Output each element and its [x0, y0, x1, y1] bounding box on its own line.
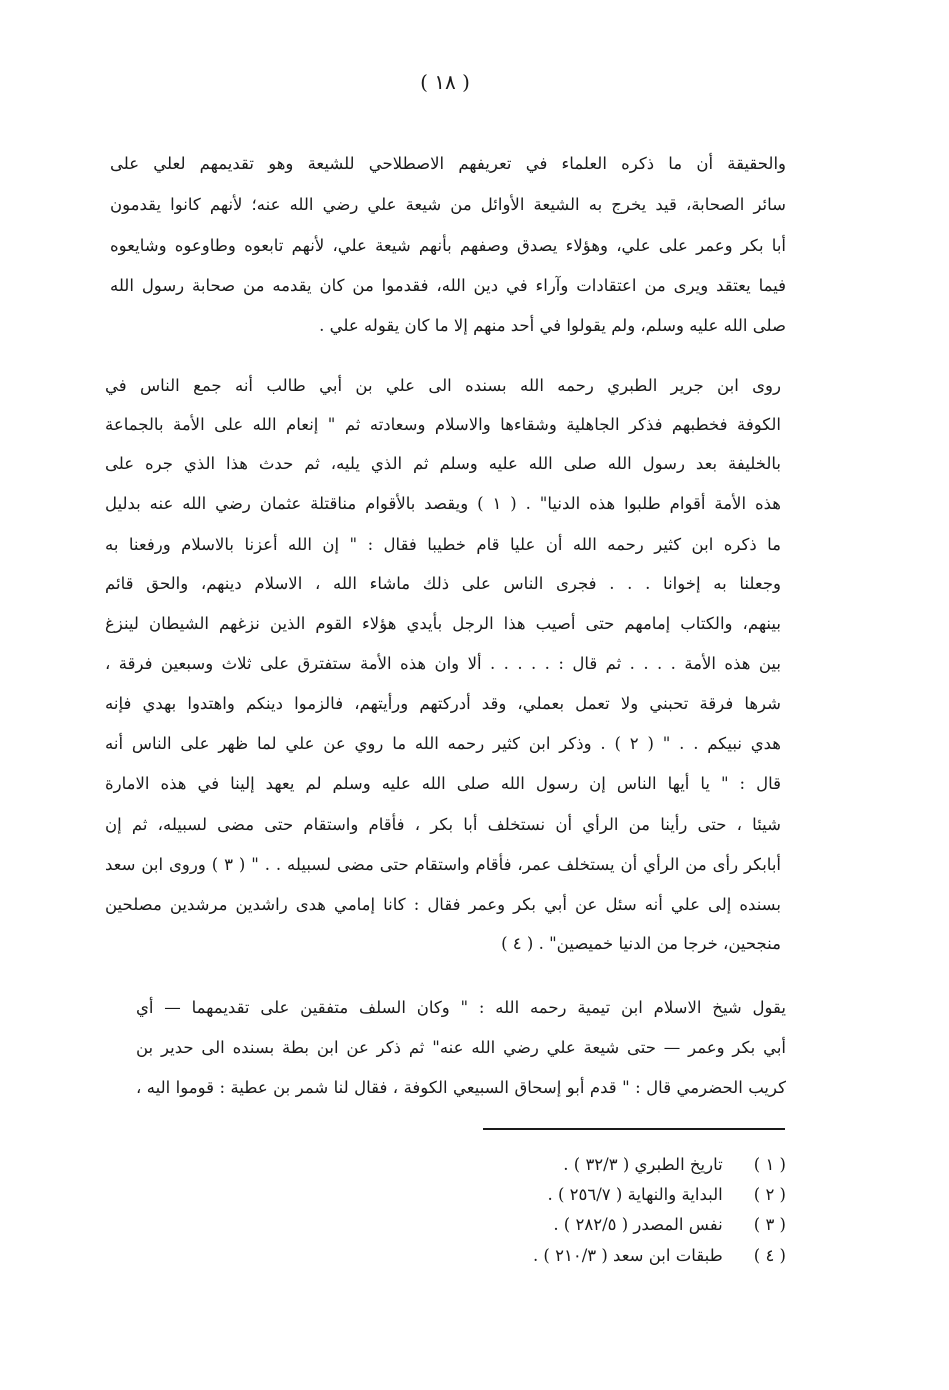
paragraph-2-line: ما ذكره ابن كثير رحمه الله أن عليا قام خطيبا فقال : " إن الله أعزنا بالاسلام ورفعنا به [105, 535, 781, 554]
footnote-number: ( ٢ ) [753, 1185, 786, 1204]
paragraph-3-line: يقول شيخ الاسلام ابن تيمية رحمه الله : " وكان السلف متفقين على تقديمهما — أي [136, 998, 786, 1017]
paragraph-1-line: سائر الصحابة، قيد يخرج به الشيعة الأوائل من شيعة علي رضي الله عنه؛ لأنهم كانوا يقدمون [110, 195, 786, 214]
paragraph-2-line: بالخليفة بعد رسول الله صلى الله عليه وسلم ثم الذي يليه، ثم حدث هذا الذي جره على [105, 454, 781, 473]
footnote-text: تاريخ الطبري ( ٣٢/٣ ) . [563, 1155, 723, 1174]
page-number: ( ١٨ ) [420, 70, 470, 94]
paragraph-1-line: والحقيقة أن ما ذكره العلماء في تعريفهم الاصطلاحي للشيعة وهو تقديمهم لعلي على [110, 154, 786, 173]
footnote-divider [483, 1128, 785, 1130]
footnote [326, 1244, 786, 1268]
footnote [326, 1183, 786, 1207]
footnote-number: ( ١ ) [753, 1155, 786, 1174]
footnote-number: ( ٤ ) [753, 1246, 786, 1265]
paragraph-2-line: بينهم، والكتاب إمامهم حتى أصيب هذا الرجل بأيدي هؤلاء القوم الذين نزغهم الشيطان لينزغ [105, 614, 781, 633]
footnote-number: ( ٣ ) [753, 1215, 786, 1234]
paragraph-2-line: بين هذه الأمة . . . . ثم قال : . . . . . ألا وان هذه الأمة ستفترق على ثلاث وسبعين فرقة ، [105, 654, 781, 673]
paragraph-3-line: أبي بكر وعمر — حتى شيعة علي رضي الله عنه" ثم ذكر عن ابن بطة بسنده الى حدير بن [136, 1038, 786, 1057]
paragraph-1-line: فيما يعتقد ويرى من اعتقادات وآراء في دين الله، فقدموا من كان يقدمه من صحابة رسول الله [110, 276, 786, 295]
paragraph-2-line: أبابكر رأى من الرأي أن يستخلف عمر، فأقام واستقام حتى مضى لسبيله . . " ( ٣ ) وروى ابن سعد [105, 855, 781, 874]
footnote-text: البداية والنهاية ( ٢٥٦/٧ ) . [547, 1185, 723, 1204]
paragraph-2-line: شيئا ، حتى رأينا من الرأي أن نستخلف أبا بكر ، فأقام واستقام حتى مضى لسبيله، ثم إن [105, 815, 781, 834]
paragraph-2-line: هذه الأمة أقوام طلبوا هذه الدنيا" . ( ١ ) ويقصد بالأقوام مناقتلة عثمان رضي الله عنه بدليل [105, 494, 781, 513]
footnote [326, 1213, 786, 1237]
paragraph-2-line: هدي نبيكم . . " ( ٢ ) . وذكر ابن كثير رحمه الله ما روي عن علي لما ظهر على الناس أنه [105, 734, 781, 753]
footnote-text: طبقات ابن سعد ( ٢١٠/٣ ) . [532, 1246, 723, 1265]
paragraph-2-line: الكوفة فخطبهم فذكر الجاهلية وشقاءها والاسلام وسعادته ثم " إنعام الله على الأمة بالجماعة [105, 415, 781, 434]
paragraph-2-line: شرها فرقة تحبني ولا تعمل بعملي، وقد أدركتهم ورأيتهم، فالزموا دينكم واهتدوا بهدي فإنه [105, 694, 781, 713]
paragraph-2-line: بسنده إلى علي أنه سئل عن أبي بكر وعمر فقال : كانا إمامي هدى راشدين مرشدين مصلحين [105, 895, 781, 914]
paragraph-2-line: وجعلنا به إخوانا . . . فجرى الناس على ذلك ماشاء الله ، الاسلام دينهم، والحق قائم [105, 574, 781, 593]
paragraph-2-line: قال : " يا أيها الناس إن رسول الله صلى الله عليه وسلم لم يعهد إلينا في هذه الامارة [105, 774, 781, 793]
footnote [326, 1153, 786, 1177]
footnote-text: نفس المصدر ( ٢٨٢/٥ ) . [553, 1215, 723, 1234]
paragraph-2-line: روى ابن جرير الطبري رحمه الله بسنده الى علي بن أبي طالب أنه جمع الناس في [105, 376, 781, 395]
paragraph-1-line: صلى الله عليه وسلم، ولم يقولوا في أحد منهم إلا ما كان يقوله علي . [319, 316, 786, 335]
paragraph-1-line: أبا بكر وعمر على علي، وهؤلاء يصدق وصفهم بأنهم شيعة علي، لأنهم تابعوه وطاوعوه وشايعوه [110, 236, 786, 255]
paragraph-3-line: كريب الحضرمي قال : " قدم أبو إسحاق السبيعي الكوفة ، فقال لنا شمر بن عطية : قوموا اليه ، [136, 1078, 786, 1097]
paragraph-2-line: منجحين، خرجا من الدنيا خميصين" . ( ٤ ) [501, 934, 781, 953]
